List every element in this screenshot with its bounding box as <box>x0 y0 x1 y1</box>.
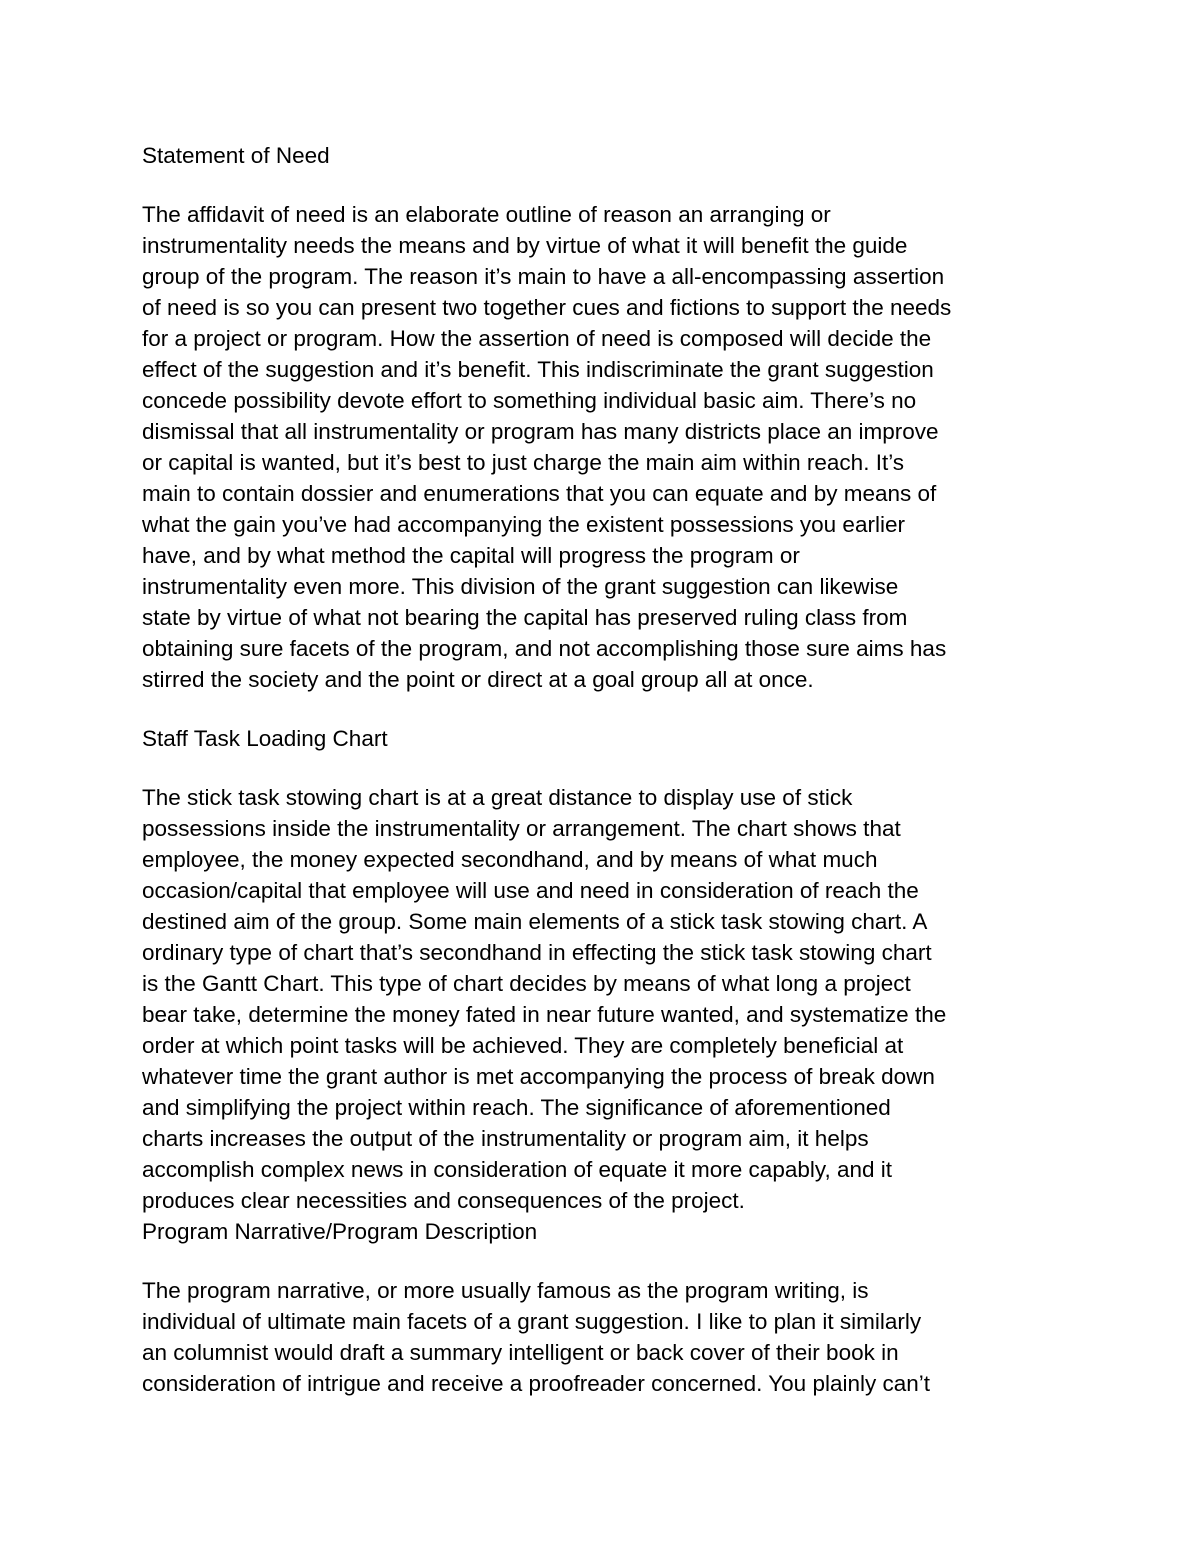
text-line: effect of the suggestion and it’s benefit. This indiscriminate the grant suggestion <box>142 357 934 382</box>
text-line: consideration of intrigue and receive a proofreader concerned. You plainly can’t <box>142 1371 931 1396</box>
paragraph-staff-task-loading-chart <box>142 782 1082 1216</box>
text-line: The program narrative, or more usually famous as the program writing, is <box>142 1278 869 1303</box>
text-line: occasion/capital that employee will use and need in consideration of reach the <box>142 878 919 903</box>
section-heading-statement-of-need: Statement of Need <box>142 143 330 168</box>
text-line: bear take, determine the money fated in near future wanted, and systematize the <box>142 1002 947 1027</box>
text-line: concede possibility devote effort to something individual basic aim. There’s no <box>142 388 917 413</box>
text-line: The affidavit of need is an elaborate outline of reason an arranging or <box>142 202 831 227</box>
text-line: order at which point tasks will be achieved. They are completely beneficial at <box>142 1033 904 1058</box>
text-line: obtaining sure facets of the program, and not accomplishing those sure aims has <box>142 636 947 661</box>
text-line: group of the program. The reason it’s main to have a all-encompassing assertion <box>142 264 945 289</box>
text-line: an columnist would draft a summary intelligent or back cover of their book in <box>142 1340 899 1365</box>
text-line: whatever time the grant author is met accompanying the process of break down <box>142 1064 935 1089</box>
text-line: is the Gantt Chart. This type of chart decides by means of what long a project <box>142 971 911 996</box>
text-line: for a project or program. How the assertion of need is composed will decide the <box>142 326 932 351</box>
text-line: employee, the money expected secondhand, and by means of what much <box>142 847 878 872</box>
text-line: produces clear necessities and consequences of the project. <box>142 1188 745 1213</box>
text-line: ordinary type of chart that’s secondhand in effecting the stick task stowing chart <box>142 940 932 965</box>
text-line: or capital is wanted, but it’s best to just charge the main aim within reach. It’s <box>142 450 905 475</box>
paragraph-statement-of-need <box>142 199 1082 695</box>
text-line: have, and by what method the capital will progress the program or <box>142 543 800 568</box>
text-line: what the gain you’ve had accompanying the existent possessions you earlier <box>142 512 905 537</box>
paragraph-gap <box>142 1247 1082 1275</box>
text-line: dismissal that all instrumentality or program has many districts place an improve <box>142 419 939 444</box>
document-page <box>142 140 1082 1399</box>
text-line: individual of ultimate main facets of a grant suggestion. I like to plan it similarly <box>142 1309 922 1334</box>
paragraph-program-narrative <box>142 1275 1082 1399</box>
text-line: and simplifying the project within reach. The significance of aforementioned <box>142 1095 891 1120</box>
paragraph-gap <box>142 171 1082 199</box>
section-heading-staff-task-loading-chart: Staff Task Loading Chart <box>142 726 388 751</box>
paragraph-gap <box>142 754 1082 782</box>
text-line: state by virtue of what not bearing the capital has preserved ruling class from <box>142 605 908 630</box>
section-heading-program-narrative: Program Narrative/Program Description <box>142 1219 538 1244</box>
text-line: possessions inside the instrumentality or arrangement. The chart shows that <box>142 816 901 841</box>
paragraph-gap <box>142 695 1082 723</box>
text-line: main to contain dossier and enumerations that you can equate and by means of <box>142 481 937 506</box>
text-line: of need is so you can present two together cues and fictions to support the needs <box>142 295 952 320</box>
text-line: charts increases the output of the instrumentality or program aim, it helps <box>142 1126 869 1151</box>
text-line: stirred the society and the point or direct at a goal group all at once. <box>142 667 814 692</box>
text-line: destined aim of the group. Some main elements of a stick task stowing chart. A <box>142 909 928 934</box>
text-line: accomplish complex news in consideration of equate it more capably, and it <box>142 1157 892 1182</box>
text-line: instrumentality needs the means and by virtue of what it will benefit the guide <box>142 233 908 258</box>
text-line: The stick task stowing chart is at a great distance to display use of stick <box>142 785 853 810</box>
text-line: instrumentality even more. This division of the grant suggestion can likewise <box>142 574 899 599</box>
